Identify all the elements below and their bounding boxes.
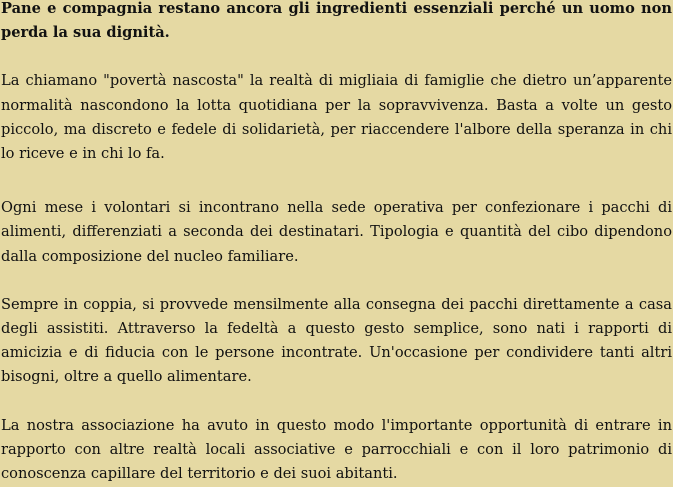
paragraph-hidden-poverty: La chiamano "povertà nascosta" la realtà di migliaia di famiglie che dietro un’apparente normalità nascondono la lotta quotidiana per la sopravvivenza. Basta a volte un gesto piccolo, ma discreto e fedele di solidarietà, per riaccendere l'albore della speranza in chi lo riceve e in chi lo fa. [1, 72, 672, 163]
paragraph-delivery: Sempre in coppia, si provvede mensilmente alla consegna dei pacchi direttamente a casa degli assistiti. Attraverso la fedeltà a questo gesto semplice, sono nati i rapporti di amicizia e di fiducia con le persone incontrate. Un'occasione per condividere tanti altri bisogni, oltre a quello alimentare. [1, 295, 672, 386]
lead-paragraph: Pane e compagnia restano ancora gli ingredienti essenziali perché un uomo non perda la sua dignità. [1, 0, 672, 42]
paragraph-association: La nostra associazione ha avuto in questo modo l'importante opportunità di entrare in rapporto con altre realtà locali associative e parrocchiali e con il loro patrimonio di conoscenza capillare del territorio e dei suoi abitanti. [1, 416, 672, 483]
paragraph-volunteers: Ogni mese i volontari si incontrano nella sede operativa per confezionare i pacchi di alimenti, differenziati a seconda dei destinatari. Tipologia e quantità del cibo dipendono dalla composizione del nucleo familiare. [1, 199, 672, 265]
